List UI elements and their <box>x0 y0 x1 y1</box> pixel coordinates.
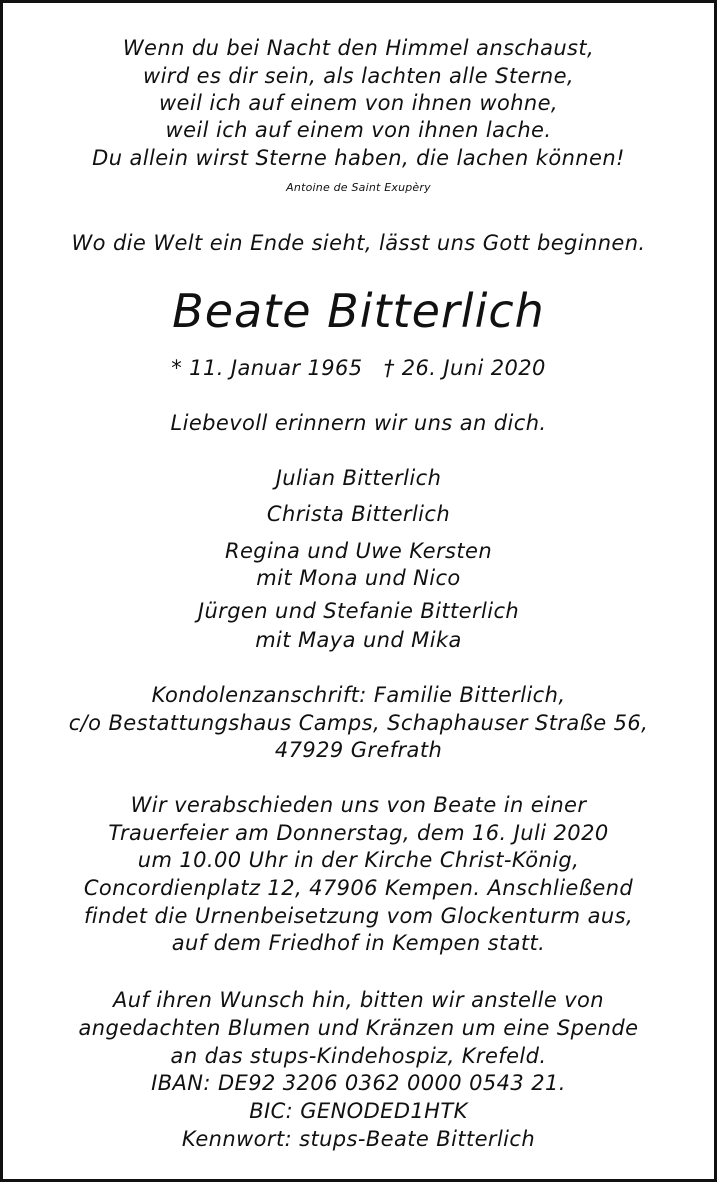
ceremony-line: Concordienplatz 12, 47906 Kempen. Anschließend <box>83 876 634 900</box>
motto: Wo die Welt ein Ende sieht, lässt uns Gott beginnen. <box>71 231 646 255</box>
mourner: Jürgen und Stefanie Bitterlich <box>197 599 520 623</box>
ceremony-line: Trauerfeier am Donnerstag, dem 16. Juli 2020 <box>108 821 609 845</box>
poem-line: Du allein wirst Sterne haben, die lachen können! <box>92 146 625 170</box>
ceremony-line: findet die Urnenbeisetzung vom Glockenturm aus, <box>83 904 634 928</box>
donation-line: an das stups-Kindehospiz, Krefeld. <box>170 1044 547 1068</box>
poem-line: weil ich auf einem von ihnen wohne, <box>158 91 559 115</box>
address-line: 47929 Grefrath <box>274 738 443 762</box>
deceased-name: Beate Bitterlich <box>172 284 545 338</box>
address-line: Kondolenzanschrift: Familie Bitterlich, <box>151 683 566 707</box>
mourner: Regina und Uwe Kersten <box>224 539 493 563</box>
poem-line: wird es dir sein, als lachten alle Sterne, <box>143 64 574 88</box>
poem-line: Wenn du bei Nacht den Himmel anschaust, <box>122 36 595 60</box>
mourner: mit Maya und Mika <box>255 628 462 652</box>
donation-line: angedachten Blumen und Kränzen um eine Spende <box>78 1016 639 1040</box>
ceremony-line: auf dem Friedhof in Kempen statt. <box>171 931 546 955</box>
remembrance-line: Liebevoll erinnern wir uns an dich. <box>170 411 547 435</box>
keyword-line: Kennwort: stups-Beate Bitterlich <box>181 1127 536 1151</box>
life-dates: * 11. Januar 1965 † 26. Juni 2020 <box>171 356 546 380</box>
poem-author: Antoine de Saint Exupèry <box>286 181 431 194</box>
poem-line: weil ich auf einem von ihnen lache. <box>165 118 552 142</box>
bic-line: BIC: GENODED1HTK <box>249 1099 468 1123</box>
ceremony-line: Wir verabschieden uns von Beate in einer <box>130 793 587 817</box>
iban-line: IBAN: DE92 3206 0362 0000 0543 21. <box>151 1071 566 1095</box>
address-line: c/o Bestattungshaus Camps, Schaphauser Straße 56, <box>68 711 649 735</box>
ceremony-line: um 10.00 Uhr in der Kirche Christ-König, <box>137 848 580 872</box>
mourner: mit Mona und Nico <box>256 566 461 590</box>
mourner: Christa Bitterlich <box>266 502 451 526</box>
mourner: Julian Bitterlich <box>275 466 442 490</box>
donation-line: Auf ihren Wunsch hin, bitten wir anstelle von <box>112 988 605 1012</box>
